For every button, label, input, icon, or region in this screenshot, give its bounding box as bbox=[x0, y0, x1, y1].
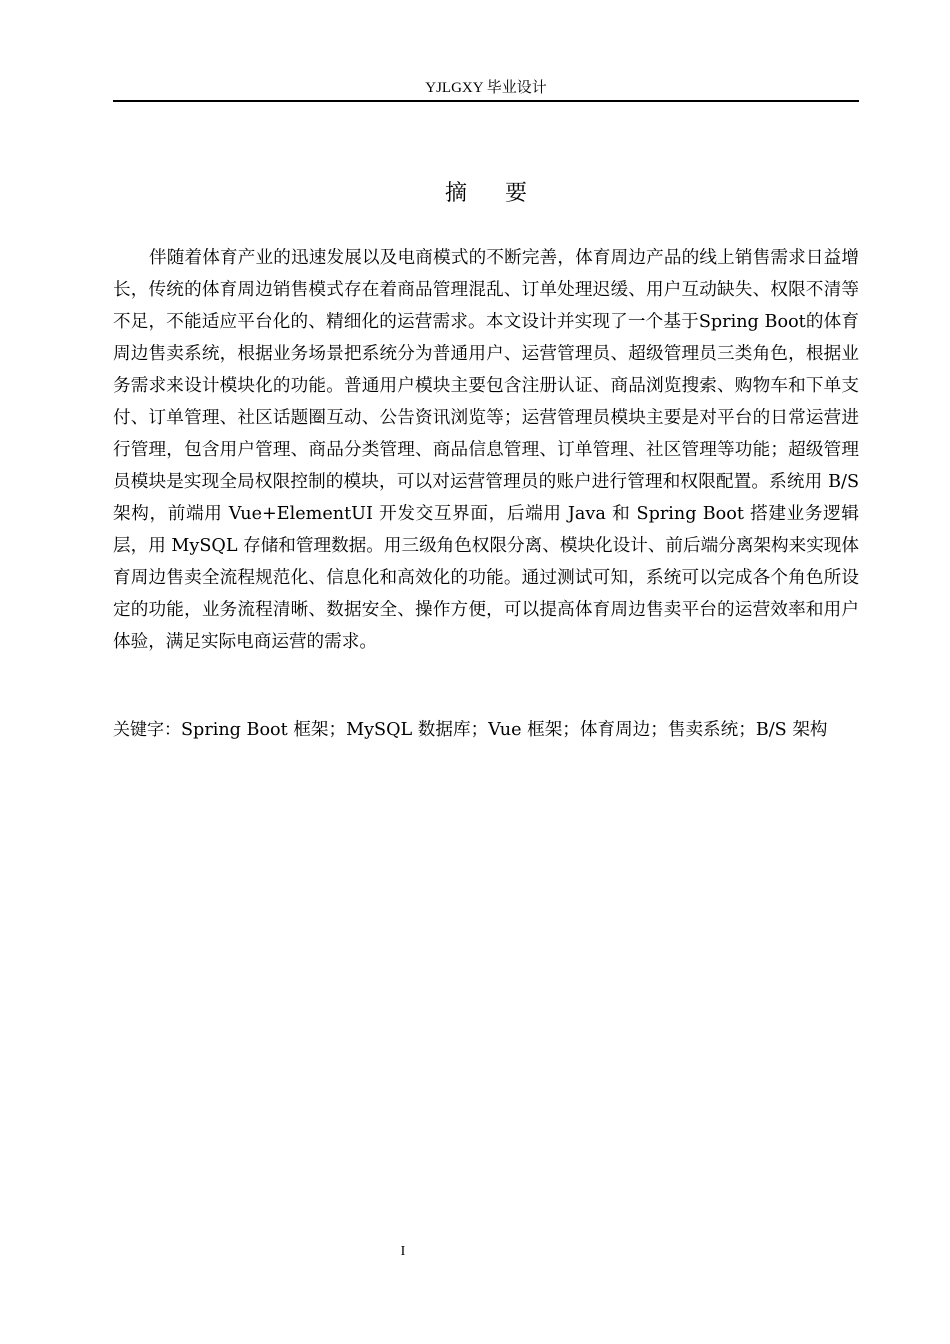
header-divider bbox=[113, 100, 859, 102]
keywords-text: Spring Boot 框架；MySQL 数据库；Vue 框架；体育周边；售卖系统；B/S 架构 bbox=[181, 720, 828, 740]
page-number: I bbox=[400, 1244, 406, 1259]
keywords-paragraph bbox=[113, 714, 859, 746]
keywords-label: 关键字： bbox=[113, 720, 181, 740]
page-header: YJLGXY 毕业设计 bbox=[425, 80, 547, 96]
abstract-body: 伴随着体育产业的迅速发展以及电商模式的不断完善，体育周边产品的线上销售需求日益增长，传统的体育周边销售模式存在着商品管理混乱、订单处理迟缓、用户互动缺失、权限不清等不足，不能适应平台化的、精细化的运营需求。本文设计并实现了一个基于Spring Boot的体育周边售卖系统，根据业务场景把系统分为普通用户、运营管理员、超级管理员三类角色，根据业务需求来设计模块化的功能。普通用户模块主要包含注册认证、商品浏览搜索、购物车和下单支付、订单管理、社区话题圈互动、公告资讯浏览等；运营管理员模块主要是对平台的日常运营进行管理，包含用户管理、商品分类管理、商品信息管理、订单管理、社区管理等功能；超级管理员模块是实现全局权限控制的模块，可以对运营管理员的账户进行管理和权限配置。系统用 B/S 架构，前端用 Vue+ElementUI 开发交互界面，后端用 Java 和 Spring Boot 搭建业务逻辑层，用 MySQL 存储和管理数据。用三级角色权限分离、模块化设计、前后端分离架构来实现体育周边售卖全流程规范化、信息化和高效化的功能。通过测试可知，系统可以完成各个角色所设定的功能，业务流程清晰、数据安全、操作方便，可以提高体育周边售卖平台的运营效率和用户体验，满足实际电商运营的需求。 bbox=[113, 248, 859, 652]
abstract-title: 摘要 bbox=[444, 181, 565, 206]
